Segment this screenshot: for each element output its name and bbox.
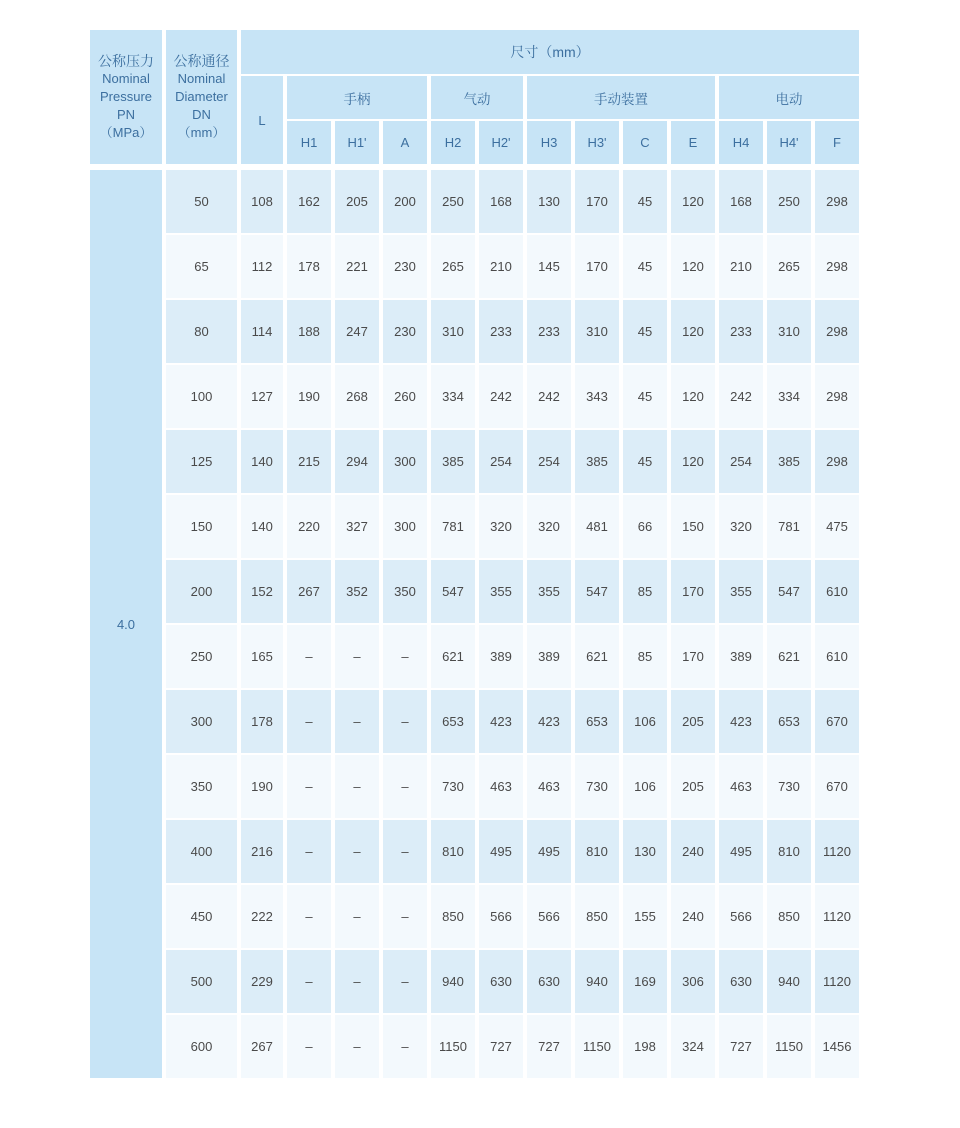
dimension-spec-table xyxy=(86,28,863,1080)
table-row xyxy=(90,365,859,428)
pn-value-cell: 4.0 xyxy=(90,170,162,1078)
dimension-value-cell: – xyxy=(335,625,379,688)
dimension-value-cell: – xyxy=(287,820,331,883)
col-header-F: F xyxy=(815,121,859,164)
dimension-value-cell: 221 xyxy=(335,235,379,298)
group-header-pneumatic: 气动 xyxy=(431,76,523,119)
dimension-value-cell: 810 xyxy=(431,820,475,883)
dimension-value-cell: 940 xyxy=(575,950,619,1013)
table-row xyxy=(90,885,859,948)
dimension-value-cell: 150 xyxy=(671,495,715,558)
dimension-value-cell: 727 xyxy=(527,1015,571,1078)
dimension-value-cell: 170 xyxy=(575,235,619,298)
dimension-value-cell: 621 xyxy=(431,625,475,688)
dimension-value-cell: 334 xyxy=(431,365,475,428)
dimension-value-cell: 66 xyxy=(623,495,667,558)
dimension-value-cell: 140 xyxy=(241,495,283,558)
nominal-pressure-en1: Nominal xyxy=(102,71,150,86)
dn-value-cell: 300 xyxy=(166,690,237,753)
dimension-value-cell: 630 xyxy=(479,950,523,1013)
dimension-value-cell: 294 xyxy=(335,430,379,493)
dimension-value-cell: 267 xyxy=(287,560,331,623)
dimension-value-cell: 1150 xyxy=(431,1015,475,1078)
dimension-value-cell: 343 xyxy=(575,365,619,428)
dimension-value-cell: 205 xyxy=(335,170,379,233)
dimension-value-cell: 385 xyxy=(767,430,811,493)
dimension-value-cell: 355 xyxy=(527,560,571,623)
dimension-value-cell: – xyxy=(335,755,379,818)
dimension-value-cell: 621 xyxy=(575,625,619,688)
dimension-value-cell: 190 xyxy=(287,365,331,428)
dimension-value-cell: 250 xyxy=(431,170,475,233)
dimension-value-cell: 940 xyxy=(767,950,811,1013)
dimension-value-cell: 45 xyxy=(623,430,667,493)
dimension-value-cell: 140 xyxy=(241,430,283,493)
dimension-value-cell: 210 xyxy=(479,235,523,298)
table-row xyxy=(90,820,859,883)
col-header-H1: H1 xyxy=(287,121,331,164)
dimension-value-cell: 324 xyxy=(671,1015,715,1078)
dimension-value-cell: 327 xyxy=(335,495,379,558)
dimension-value-cell: 781 xyxy=(431,495,475,558)
dimension-value-cell: 45 xyxy=(623,170,667,233)
dimension-value-cell: – xyxy=(287,625,331,688)
dimension-value-cell: 233 xyxy=(527,300,571,363)
dimension-value-cell: 230 xyxy=(383,235,427,298)
dimension-value-cell: 320 xyxy=(527,495,571,558)
dimension-value-cell: 250 xyxy=(767,170,811,233)
dimension-value-cell: 188 xyxy=(287,300,331,363)
dimension-value-cell: 481 xyxy=(575,495,619,558)
dimension-value-cell: 222 xyxy=(241,885,283,948)
dimension-value-cell: 1120 xyxy=(815,820,859,883)
nominal-pressure-header xyxy=(90,30,162,164)
dimension-value-cell: 152 xyxy=(241,560,283,623)
dimension-value-cell: 621 xyxy=(767,625,811,688)
dimension-value-cell: 1150 xyxy=(767,1015,811,1078)
dimension-value-cell: – xyxy=(383,625,427,688)
dimension-value-cell: 200 xyxy=(383,170,427,233)
table-row xyxy=(90,950,859,1013)
dimension-value-cell: 310 xyxy=(767,300,811,363)
nominal-pressure-abbr: PN xyxy=(116,107,136,122)
dimension-value-cell: 334 xyxy=(767,365,811,428)
dimension-value-cell: – xyxy=(287,755,331,818)
col-header-H3: H3 xyxy=(527,121,571,164)
dimension-value-cell: 145 xyxy=(527,235,571,298)
nominal-diameter-en1: Nominal xyxy=(177,71,226,86)
dimension-value-cell: 653 xyxy=(431,690,475,753)
dimension-value-cell: 265 xyxy=(767,235,811,298)
table-row xyxy=(90,235,859,298)
dimension-value-cell: 242 xyxy=(479,365,523,428)
table-row xyxy=(90,625,859,688)
col-header-H3p: H3' xyxy=(575,121,619,164)
dimension-value-cell: 229 xyxy=(241,950,283,1013)
dimension-value-cell: 495 xyxy=(479,820,523,883)
dimension-value-cell: 463 xyxy=(479,755,523,818)
nominal-pressure-en2: Pressure xyxy=(99,89,153,104)
dimension-value-cell: 385 xyxy=(575,430,619,493)
dimension-value-cell: 168 xyxy=(719,170,763,233)
dimension-value-cell: 730 xyxy=(767,755,811,818)
nominal-diameter-en2: Diameter xyxy=(175,89,228,104)
dimension-value-cell: – xyxy=(287,690,331,753)
dimension-value-cell: 306 xyxy=(671,950,715,1013)
dimension-value-cell: 850 xyxy=(431,885,475,948)
dimension-value-cell: 233 xyxy=(719,300,763,363)
dimension-value-cell: 85 xyxy=(623,560,667,623)
dn-value-cell: 80 xyxy=(166,300,237,363)
dimension-value-cell: 355 xyxy=(719,560,763,623)
dimension-value-cell: 108 xyxy=(241,170,283,233)
dimension-value-cell: 547 xyxy=(431,560,475,623)
dimension-value-cell: 423 xyxy=(719,690,763,753)
dn-value-cell: 200 xyxy=(166,560,237,623)
size-mm-title: 尺寸（mm） xyxy=(241,30,859,74)
dimension-value-cell: 168 xyxy=(479,170,523,233)
dimension-value-cell: 320 xyxy=(719,495,763,558)
table-header xyxy=(90,30,859,164)
dimension-value-cell: 205 xyxy=(671,690,715,753)
nominal-diameter-zh: 公称通径 xyxy=(173,53,230,69)
dimension-value-cell: 190 xyxy=(241,755,283,818)
dimension-value-cell: 254 xyxy=(479,430,523,493)
dimension-value-cell: 170 xyxy=(575,170,619,233)
dn-value-cell: 450 xyxy=(166,885,237,948)
dimension-value-cell: 352 xyxy=(335,560,379,623)
table-row xyxy=(90,430,859,493)
col-header-H4p: H4' xyxy=(767,121,811,164)
dimension-value-cell: – xyxy=(383,820,427,883)
dimension-value-cell: 85 xyxy=(623,625,667,688)
dimension-value-cell: 298 xyxy=(815,170,859,233)
dimension-value-cell: 781 xyxy=(767,495,811,558)
dimension-value-cell: – xyxy=(335,820,379,883)
dn-value-cell: 150 xyxy=(166,495,237,558)
dimension-value-cell: 178 xyxy=(287,235,331,298)
dimension-value-cell: 630 xyxy=(719,950,763,1013)
dn-value-cell: 250 xyxy=(166,625,237,688)
dn-value-cell: 350 xyxy=(166,755,237,818)
dimension-value-cell: 106 xyxy=(623,755,667,818)
dn-value-cell: 500 xyxy=(166,950,237,1013)
dimension-value-cell: 1120 xyxy=(815,950,859,1013)
dimension-value-cell: 547 xyxy=(575,560,619,623)
dimension-value-cell: 130 xyxy=(623,820,667,883)
dimension-value-cell: 475 xyxy=(815,495,859,558)
dn-value-cell: 65 xyxy=(166,235,237,298)
dimension-value-cell: 120 xyxy=(671,300,715,363)
dimension-value-cell: 120 xyxy=(671,235,715,298)
dimension-value-cell: 242 xyxy=(719,365,763,428)
table-row xyxy=(90,755,859,818)
dimension-value-cell: 298 xyxy=(815,235,859,298)
dimension-value-cell: 810 xyxy=(767,820,811,883)
col-header-E: E xyxy=(671,121,715,164)
col-header-C: C xyxy=(623,121,667,164)
group-header-electric: 电动 xyxy=(719,76,859,119)
dimension-value-cell: 178 xyxy=(241,690,283,753)
nominal-diameter-header xyxy=(166,30,237,164)
nominal-diameter-abbr: DN xyxy=(192,107,211,122)
dn-value-cell: 50 xyxy=(166,170,237,233)
col-header-L: L xyxy=(241,76,283,164)
dimension-value-cell: 45 xyxy=(623,235,667,298)
dimension-value-cell: 389 xyxy=(719,625,763,688)
dimension-value-cell: 260 xyxy=(383,365,427,428)
dn-value-cell: 400 xyxy=(166,820,237,883)
nominal-pressure-unit: （MPa） xyxy=(99,125,153,140)
table-row xyxy=(90,560,859,623)
dimension-value-cell: 463 xyxy=(719,755,763,818)
dimension-value-cell: 210 xyxy=(719,235,763,298)
dimension-value-cell: 423 xyxy=(527,690,571,753)
dimension-value-cell: 169 xyxy=(623,950,667,1013)
nominal-diameter-unit: （mm） xyxy=(177,125,226,140)
dimension-value-cell: 300 xyxy=(383,430,427,493)
dimension-value-cell: 850 xyxy=(767,885,811,948)
dimension-value-cell: 653 xyxy=(575,690,619,753)
dimension-value-cell: 106 xyxy=(623,690,667,753)
dimension-value-cell: 1456 xyxy=(815,1015,859,1078)
dimension-value-cell: 267 xyxy=(241,1015,283,1078)
dimension-value-cell: 670 xyxy=(815,755,859,818)
dimension-value-cell: 240 xyxy=(671,885,715,948)
col-header-A: A xyxy=(383,121,427,164)
dimension-value-cell: 205 xyxy=(671,755,715,818)
dimension-value-cell: 114 xyxy=(241,300,283,363)
dimension-value-cell: 242 xyxy=(527,365,571,428)
dimension-value-cell: 230 xyxy=(383,300,427,363)
group-header-handle: 手柄 xyxy=(287,76,427,119)
dimension-value-cell: – xyxy=(335,690,379,753)
dimension-value-cell: 566 xyxy=(527,885,571,948)
dimension-value-cell: 495 xyxy=(719,820,763,883)
group-header-manual-device: 手动装置 xyxy=(527,76,715,119)
dimension-value-cell: 310 xyxy=(431,300,475,363)
header-row-1 xyxy=(90,30,859,74)
dn-value-cell: 600 xyxy=(166,1015,237,1078)
col-header-H4: H4 xyxy=(719,121,763,164)
dimension-value-cell: 355 xyxy=(479,560,523,623)
dn-value-cell: 125 xyxy=(166,430,237,493)
dimension-value-cell: 120 xyxy=(671,430,715,493)
dimension-value-cell: 350 xyxy=(383,560,427,623)
dimension-value-cell: 155 xyxy=(623,885,667,948)
dimension-value-cell: – xyxy=(335,950,379,1013)
dimension-value-cell: 170 xyxy=(671,625,715,688)
dimension-value-cell: 320 xyxy=(479,495,523,558)
dimension-value-cell: 463 xyxy=(527,755,571,818)
dimension-value-cell: 215 xyxy=(287,430,331,493)
dimension-value-cell: 300 xyxy=(383,495,427,558)
dimension-value-cell: 653 xyxy=(767,690,811,753)
dimension-value-cell: 850 xyxy=(575,885,619,948)
dimension-value-cell: 240 xyxy=(671,820,715,883)
dimension-value-cell: 727 xyxy=(719,1015,763,1078)
table-row xyxy=(90,300,859,363)
dimension-value-cell: 940 xyxy=(431,950,475,1013)
col-header-H2: H2 xyxy=(431,121,475,164)
table-row xyxy=(90,495,859,558)
dimension-value-cell: 310 xyxy=(575,300,619,363)
dimension-value-cell: 566 xyxy=(719,885,763,948)
table-body xyxy=(90,166,859,1078)
dimension-value-cell: 162 xyxy=(287,170,331,233)
dimension-value-cell: 495 xyxy=(527,820,571,883)
col-header-H2p: H2' xyxy=(479,121,523,164)
dimension-value-cell: 1150 xyxy=(575,1015,619,1078)
dimension-value-cell: 298 xyxy=(815,430,859,493)
dimension-value-cell: – xyxy=(383,885,427,948)
dimension-value-cell: 730 xyxy=(431,755,475,818)
dn-value-cell: 100 xyxy=(166,365,237,428)
dimension-value-cell: 45 xyxy=(623,300,667,363)
dimension-value-cell: 265 xyxy=(431,235,475,298)
dimension-value-cell: 198 xyxy=(623,1015,667,1078)
dimension-value-cell: 112 xyxy=(241,235,283,298)
dimension-value-cell: 730 xyxy=(575,755,619,818)
dimension-value-cell: – xyxy=(335,885,379,948)
dimension-value-cell: 220 xyxy=(287,495,331,558)
dimension-value-cell: – xyxy=(383,1015,427,1078)
dimension-value-cell: – xyxy=(383,755,427,818)
dimension-value-cell: 127 xyxy=(241,365,283,428)
table-row xyxy=(90,1015,859,1078)
dimension-value-cell: 1120 xyxy=(815,885,859,948)
dimension-value-cell: 120 xyxy=(671,365,715,428)
dimension-value-cell: – xyxy=(383,950,427,1013)
dimension-value-cell: 385 xyxy=(431,430,475,493)
dimension-value-cell: 120 xyxy=(671,170,715,233)
dimension-value-cell: 610 xyxy=(815,625,859,688)
dimension-value-cell: 165 xyxy=(241,625,283,688)
dimension-value-cell: 630 xyxy=(527,950,571,1013)
col-header-H1p: H1' xyxy=(335,121,379,164)
dimension-value-cell: – xyxy=(287,950,331,1013)
dimension-value-cell: 247 xyxy=(335,300,379,363)
dimension-value-cell: – xyxy=(335,1015,379,1078)
dimension-value-cell: 670 xyxy=(815,690,859,753)
dimension-value-cell: 233 xyxy=(479,300,523,363)
dimension-value-cell: 268 xyxy=(335,365,379,428)
dimension-value-cell: 216 xyxy=(241,820,283,883)
dimension-value-cell: 810 xyxy=(575,820,619,883)
dimension-value-cell: 566 xyxy=(479,885,523,948)
dimension-value-cell: 423 xyxy=(479,690,523,753)
dimension-value-cell: 610 xyxy=(815,560,859,623)
header-body-separator xyxy=(90,166,859,168)
nominal-pressure-zh: 公称压力 xyxy=(98,53,154,69)
dimension-value-cell: 298 xyxy=(815,300,859,363)
dimension-value-cell: 130 xyxy=(527,170,571,233)
dimension-value-cell: 547 xyxy=(767,560,811,623)
dimension-value-cell: – xyxy=(383,690,427,753)
dimension-value-cell: 45 xyxy=(623,365,667,428)
dimension-value-cell: 727 xyxy=(479,1015,523,1078)
dimension-value-cell: 254 xyxy=(527,430,571,493)
dimension-value-cell: 389 xyxy=(479,625,523,688)
dimension-value-cell: 389 xyxy=(527,625,571,688)
dimension-value-cell: – xyxy=(287,885,331,948)
table-row xyxy=(90,690,859,753)
dimension-value-cell: 170 xyxy=(671,560,715,623)
dimension-value-cell: 298 xyxy=(815,365,859,428)
dimension-value-cell: – xyxy=(287,1015,331,1078)
table-row xyxy=(90,170,859,233)
dimension-value-cell: 254 xyxy=(719,430,763,493)
